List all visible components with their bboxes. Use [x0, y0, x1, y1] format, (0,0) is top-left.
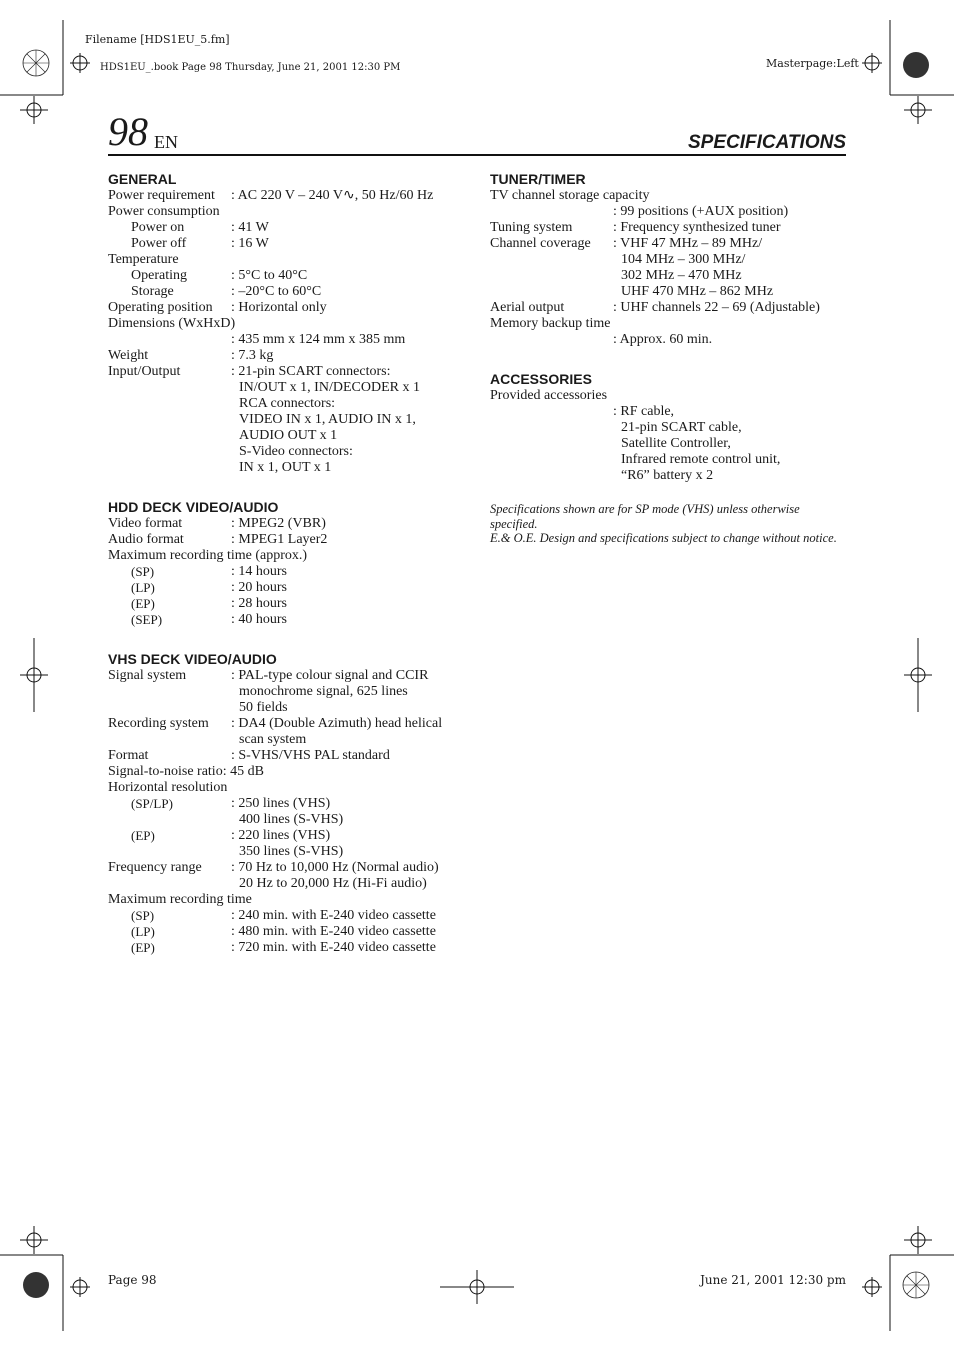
spec-label: Channel coverage — [490, 236, 591, 251]
tuner-section — [490, 170, 850, 348]
spec-row — [108, 348, 478, 364]
footer-date-label: June 21, 2001 12:30 pm — [700, 1273, 846, 1287]
spec-row — [108, 892, 478, 908]
spec-value: : 20 hours — [231, 580, 287, 595]
spec-label: Frequency range — [108, 860, 202, 875]
spec-label: (LP) — [131, 924, 155, 939]
spec-label: Dimensions (WxHxD) — [108, 316, 236, 331]
spec-label: Audio format — [108, 532, 184, 547]
spec-value: IN x 1, OUT x 1 — [239, 460, 332, 475]
spec-value: IN/OUT x 1, IN/DECODER x 1 — [239, 380, 420, 395]
spec-label: Maximum recording time — [108, 892, 252, 907]
spec-list — [108, 188, 478, 476]
spec-value: : Approx. 60 min. — [613, 332, 713, 347]
spec-value: : UHF channels 22 – 69 (Adjustable) — [613, 300, 820, 315]
spec-value: S-Video connectors: — [239, 444, 353, 459]
spec-label: Signal system — [108, 668, 187, 683]
spec-row — [490, 236, 850, 252]
spec-row — [108, 860, 478, 876]
spec-row — [108, 444, 478, 460]
spec-row — [108, 828, 478, 844]
spec-row — [108, 380, 478, 396]
spec-label: Power on — [131, 220, 185, 235]
spec-row — [490, 316, 850, 332]
spec-row — [108, 924, 478, 940]
spec-label: Power consumption — [108, 204, 220, 219]
spec-value: 302 MHz – 470 MHz — [621, 268, 742, 283]
spec-row — [490, 284, 850, 300]
spec-row — [108, 940, 478, 956]
spec-value: AUDIO OUT x 1 — [239, 428, 338, 443]
spec-row — [108, 516, 478, 532]
spec-value: : 220 lines (VHS) — [231, 828, 331, 843]
spec-row — [108, 732, 478, 748]
spec-value: : 5°C to 40°C — [231, 268, 308, 283]
spec-label: Recording system — [108, 716, 209, 731]
spec-label: Provided accessories — [490, 388, 608, 403]
spec-label: Format — [108, 748, 149, 763]
spec-value: : AC 220 V – 240 V∿, 50 Hz/60 Hz — [231, 188, 434, 203]
spec-value: monochrome signal, 625 lines — [239, 684, 408, 699]
spec-label: Weight — [108, 348, 149, 363]
spec-row — [490, 420, 850, 436]
spec-label: Operating position — [108, 300, 213, 315]
left-column — [108, 170, 478, 956]
section-heading-general: GENERAL — [108, 171, 177, 187]
spec-row — [108, 204, 478, 220]
spec-row — [108, 284, 478, 300]
spec-value: : 480 min. with E-240 video cassette — [231, 924, 436, 939]
spec-label: (EP) — [131, 596, 155, 611]
spec-row — [108, 220, 478, 236]
spec-value: : 99 positions (+AUX position) — [613, 204, 789, 219]
spec-row — [108, 332, 478, 348]
spec-value: Infrared remote control unit, — [621, 452, 781, 467]
spec-label: (SP) — [131, 564, 155, 579]
spec-list — [108, 516, 478, 628]
spec-label: (SP/LP) — [131, 796, 173, 811]
spec-label: Video format — [108, 516, 183, 531]
spec-label: Tuning system — [490, 220, 573, 235]
spec-label: (SEP) — [131, 612, 163, 627]
spec-label: Aerial output — [490, 300, 565, 315]
spec-row — [108, 580, 478, 596]
spec-value: : VHF 47 MHz – 89 MHz/ — [613, 236, 763, 251]
spec-row — [490, 188, 850, 204]
spec-value: : 40 hours — [231, 612, 287, 627]
spec-value: : RF cable, — [613, 404, 675, 419]
spec-row — [108, 668, 478, 684]
spec-value: : 240 min. with E-240 video cassette — [231, 908, 436, 923]
spec-row — [490, 300, 850, 316]
spec-row — [490, 204, 850, 220]
spec-value: 104 MHz – 300 MHz/ — [621, 252, 746, 267]
spec-value: : 41 W — [231, 220, 269, 235]
spec-row — [490, 220, 850, 236]
spec-value: : S-VHS/VHS PAL standard — [231, 748, 390, 763]
spec-value: 400 lines (S-VHS) — [239, 812, 344, 827]
spec-value: Satellite Controller, — [621, 436, 731, 451]
spec-label: Maximum recording time (approx.) — [108, 548, 308, 563]
spec-row — [108, 764, 478, 780]
general-section — [108, 170, 478, 476]
spec-list — [490, 388, 850, 484]
spec-label: (SP) — [131, 908, 155, 923]
spec-value: scan system — [239, 732, 307, 747]
filename-label: Filename [HDS1EU_5.fm] — [85, 33, 230, 46]
section-heading-vhs: VHS DECK VIDEO/AUDIO — [108, 651, 277, 667]
spec-row — [108, 428, 478, 444]
spec-row — [108, 364, 478, 380]
section-heading-hdd: HDD DECK VIDEO/AUDIO — [108, 499, 279, 515]
spec-row — [490, 252, 850, 268]
spec-row — [108, 812, 478, 828]
spec-row — [108, 252, 478, 268]
spec-row — [108, 780, 478, 796]
spec-row — [108, 548, 478, 564]
spec-value: : PAL-type colour signal and CCIR — [231, 668, 429, 683]
spec-value: : Frequency synthesized tuner — [613, 220, 781, 235]
spec-row — [108, 316, 478, 332]
spec-row — [108, 716, 478, 732]
spec-row — [108, 684, 478, 700]
spec-row — [108, 236, 478, 252]
spec-value: : 70 Hz to 10,000 Hz (Normal audio) — [231, 860, 439, 875]
spec-row — [108, 412, 478, 428]
spec-label: (EP) — [131, 940, 155, 955]
spec-label: Input/Output — [108, 364, 181, 379]
spec-row — [108, 700, 478, 716]
spec-value: : DA4 (Double Azimuth) head helical — [231, 716, 443, 731]
spec-value: 350 lines (S-VHS) — [239, 844, 344, 859]
spec-row — [490, 404, 850, 420]
spec-row — [108, 796, 478, 812]
spec-label: (EP) — [131, 828, 155, 843]
spec-row — [490, 468, 850, 484]
spec-value: : MPEG2 (VBR) — [231, 516, 326, 531]
spec-value: 21-pin SCART cable, — [621, 420, 742, 435]
page-number: 98 — [108, 109, 148, 154]
spec-label: Storage — [131, 284, 174, 299]
page-title: SPECIFICATIONS — [688, 132, 846, 153]
spec-value: “R6” battery x 2 — [621, 468, 714, 483]
spec-label: (LP) — [131, 580, 155, 595]
spec-row — [108, 564, 478, 580]
spec-value: UHF 470 MHz – 862 MHz — [621, 284, 774, 299]
spec-row — [108, 908, 478, 924]
spec-row — [108, 876, 478, 892]
spec-value: 20 Hz to 20,000 Hz (Hi-Fi audio) — [239, 876, 427, 891]
spec-list — [108, 668, 478, 956]
spec-label: TV channel storage capacity — [490, 188, 650, 203]
spec-label: Operating — [131, 268, 187, 283]
header-rule — [108, 154, 846, 156]
spec-value: : 28 hours — [231, 596, 287, 611]
spec-row — [108, 268, 478, 284]
spec-row — [490, 268, 850, 284]
spec-value: : MPEG1 Layer2 — [231, 532, 328, 547]
spec-value: : 250 lines (VHS) — [231, 796, 331, 811]
spec-row — [108, 612, 478, 628]
accessories-section — [490, 370, 850, 484]
hdd-section — [108, 498, 478, 628]
spec-value: : –20°C to 60°C — [231, 284, 322, 299]
spec-value: 50 fields — [239, 700, 288, 715]
spec-list — [490, 188, 850, 348]
spec-row — [108, 532, 478, 548]
spec-value: : 14 hours — [231, 564, 287, 579]
spec-value: RCA connectors: — [239, 396, 336, 411]
spec-note: Specifications shown are for SP mode (VHS) unless otherwise specified. — [490, 502, 800, 531]
spec-row — [108, 596, 478, 612]
spec-row — [108, 188, 478, 204]
spec-value: : Horizontal only — [231, 300, 327, 315]
language-code: EN — [154, 132, 178, 152]
spec-label: Temperature — [108, 252, 179, 267]
spec-label: Power off — [131, 236, 187, 251]
spec-label: Memory backup time — [490, 316, 611, 331]
spec-row — [108, 844, 478, 860]
spec-row — [108, 460, 478, 476]
vhs-section — [108, 650, 478, 956]
spec-row — [108, 300, 478, 316]
masterpage-label: Masterpage:Left — [766, 57, 859, 70]
spec-value: : 7.3 kg — [231, 348, 274, 363]
book-info-label: HDS1EU_.book Page 98 Thursday, June 21, 2001 12:30 PM — [100, 62, 401, 73]
spec-value: : 16 W — [231, 236, 269, 251]
spec-value: : 435 mm x 124 mm x 385 mm — [231, 332, 406, 347]
spec-value: : 720 min. with E-240 video cassette — [231, 940, 436, 955]
spec-label: Power requirement — [108, 188, 215, 203]
spec-row — [490, 332, 850, 348]
spec-label: Signal-to-noise ratio: 45 dB — [108, 764, 264, 779]
section-heading-accessories: ACCESSORIES — [490, 371, 592, 387]
spec-label: Horizontal resolution — [108, 780, 228, 795]
footer-page-label: Page 98 — [108, 1273, 157, 1287]
spec-value: VIDEO IN x 1, AUDIO IN x 1, — [239, 412, 416, 427]
spec-row — [490, 436, 850, 452]
spec-row — [108, 396, 478, 412]
spec-row — [490, 388, 850, 404]
spec-value: : 21-pin SCART connectors: — [231, 364, 391, 379]
spec-row — [490, 452, 850, 468]
section-heading-tuner: TUNER/TIMER — [490, 171, 586, 187]
right-column — [490, 170, 850, 546]
spec-row — [108, 748, 478, 764]
disclaimer-note: E.& O.E. Design and specifications subject to change without notice. — [490, 531, 837, 545]
